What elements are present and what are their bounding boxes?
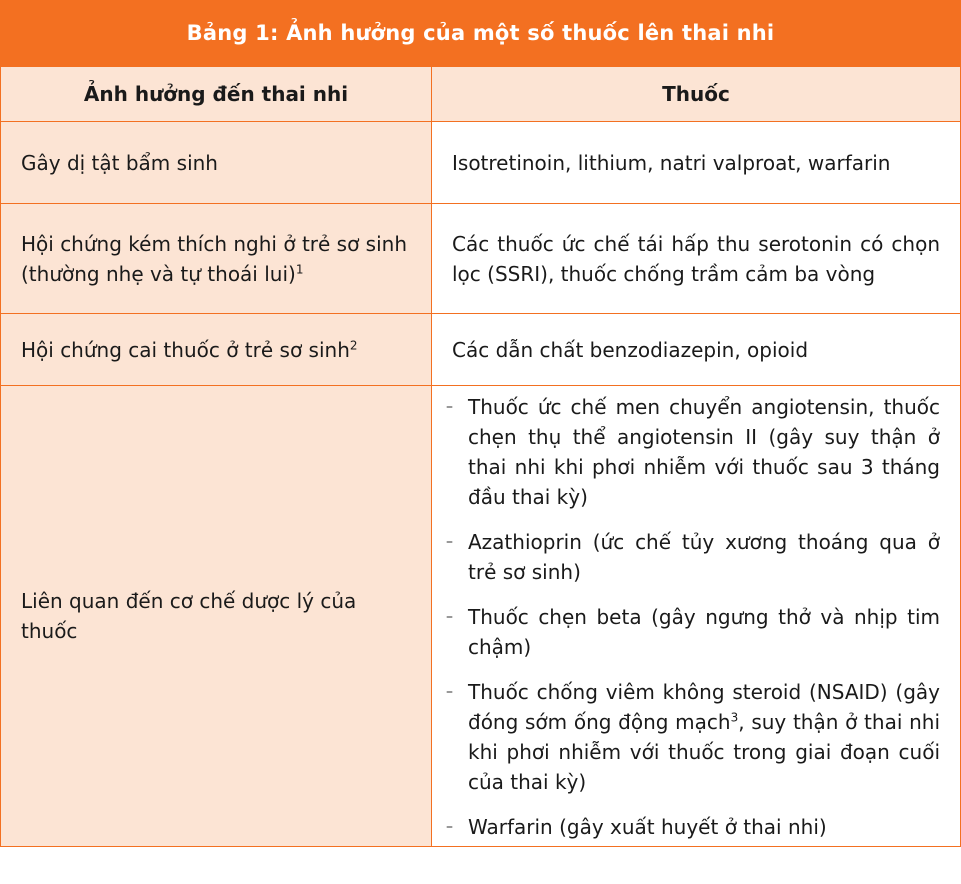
list-item-text: Azathioprin (ức chế tủy xương thoáng qua ở trẻ sơ sinh) [468, 530, 940, 584]
footnote-ref: 3 [730, 710, 739, 725]
effect-text: Hội chứng kém thích nghi ở trẻ sơ sinh (thường nhẹ và tự thoái lui) [21, 231, 408, 286]
list-item-text: Thuốc chống viêm không steroid (NSAID) (gây đóng sớm ống động mạch [468, 680, 940, 734]
effect-cell [1, 204, 432, 314]
effect-text: Hội chứng cai thuốc ở trẻ sơ sinh [21, 337, 350, 362]
footnote-ref: 1 [295, 261, 304, 276]
list-item [446, 527, 940, 587]
table-header-row [1, 67, 961, 122]
dash-bullet: – [446, 684, 453, 700]
effect-cell [1, 386, 432, 847]
drug-cell: Các dẫn chất benzodiazepin, opioid [432, 314, 961, 386]
list-item [446, 677, 941, 797]
table-title: Bảng 1: Ảnh hưởng của một số thuốc lên thai nhi [0, 0, 961, 66]
effect-text: Gây dị tật bẩm sinh [21, 150, 218, 175]
list-item-text: Thuốc ức chế men chuyển angiotensin, thuốc chẹn thụ thể angiotensin II (gây suy thận ở thai nhi khi phơi nhiễm với thuốc sau 3 tháng đầu thai kỳ) [468, 395, 940, 509]
header-drug: Thuốc [432, 67, 961, 122]
list-item [446, 812, 940, 842]
dash-bullet: – [446, 609, 453, 625]
table-row [1, 122, 961, 204]
effect-cell [1, 314, 432, 386]
list-item [446, 392, 940, 512]
drug-cell [432, 386, 961, 847]
list-item-text: Thuốc chẹn beta (gây ngưng thở và nhịp tim chậm) [468, 605, 940, 659]
table-row [1, 314, 961, 386]
effect-cell [1, 122, 432, 204]
list-item-text: Warfarin (gây xuất huyết ở thai nhi) [468, 815, 827, 839]
footnote-ref: 2 [349, 337, 358, 352]
table-row [1, 204, 961, 314]
dash-bullet: – [446, 819, 453, 835]
table-row [1, 386, 961, 847]
dash-bullet: – [446, 399, 453, 415]
drug-cell: Isotretinoin, lithium, natri valproat, warfarin [432, 122, 961, 204]
header-effect: Ảnh hưởng đến thai nhi [1, 67, 432, 122]
effect-text: Liên quan đến cơ chế dược lý của thuốc [21, 589, 357, 643]
list-item-text: , suy thận ở thai nhi khi phơi nhiễm với thuốc trong giai đoạn cuối của thai kỳ) [468, 710, 941, 794]
drug-cell: Các thuốc ức chế tái hấp thu serotonin có chọn lọc (SSRI), thuốc chống trầm cảm ba vòng [432, 204, 961, 314]
dash-bullet: – [446, 534, 453, 550]
list-item [446, 602, 940, 662]
drug-list [446, 392, 941, 842]
drug-effects-table [0, 66, 961, 847]
